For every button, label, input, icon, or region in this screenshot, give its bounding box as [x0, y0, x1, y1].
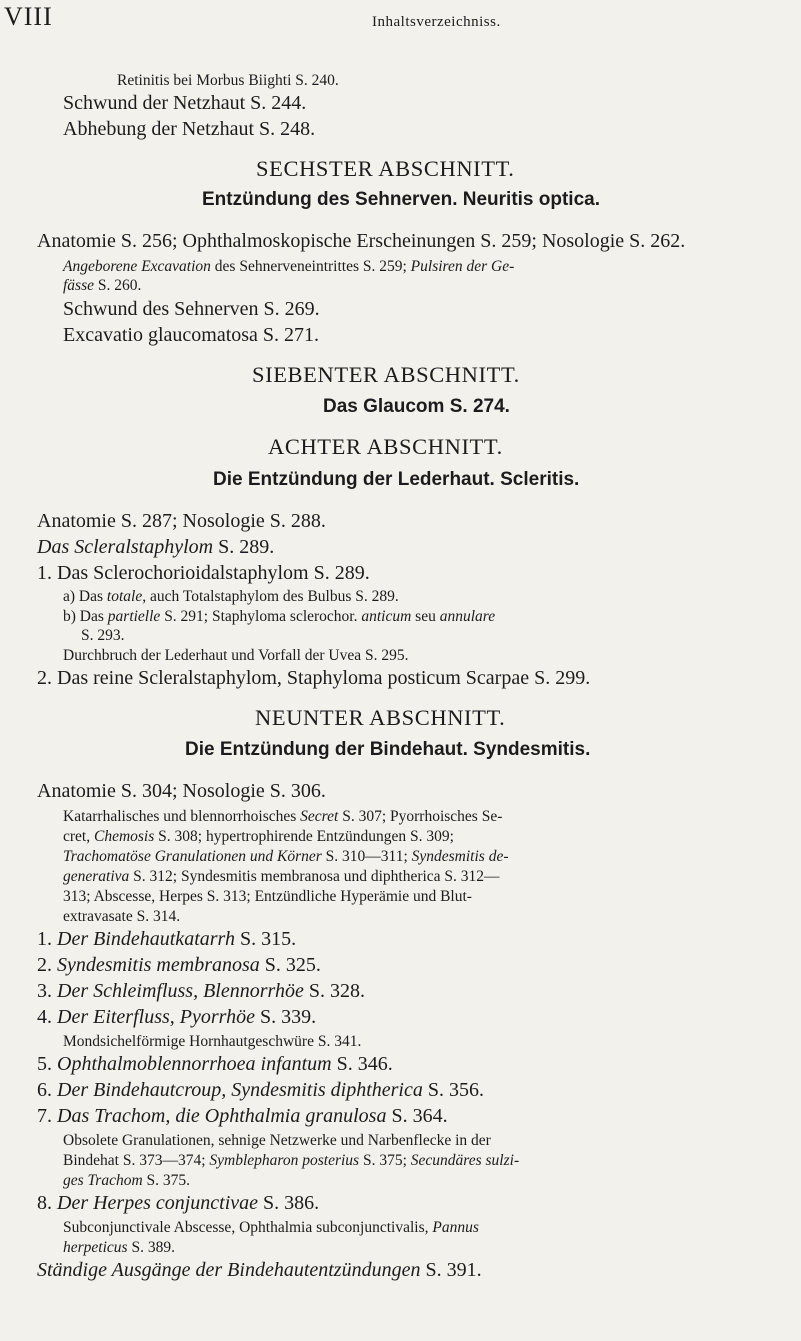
- toc-entry: [63, 277, 141, 295]
- toc-text: Pulsiren der Ge-: [410, 258, 515, 275]
- toc-text: Mondsichelförmige Hornhautgeschwüre S. 341.: [63, 1033, 362, 1050]
- toc-text: Anatomie S. 287; Nosologie S. 288.: [37, 510, 326, 532]
- toc-text: 1.: [37, 928, 57, 950]
- toc-entry: [63, 608, 495, 626]
- toc-entry: [63, 258, 514, 276]
- toc-text: SECHSTER ABSCHNITT.: [256, 156, 515, 181]
- toc-text: 4.: [37, 1006, 57, 1028]
- toc-text: cret,: [63, 828, 94, 845]
- toc-entry: [37, 1079, 484, 1102]
- toc-text: NEUNTER ABSCHNITT.: [255, 705, 506, 730]
- toc-entry: [63, 1239, 175, 1257]
- toc-entry: [63, 298, 320, 321]
- toc-text: Durchbruch der Lederhaut und Vorfall der Uvea S. 295.: [63, 647, 409, 664]
- toc-text: Excavatio glaucomatosa S. 271.: [63, 324, 320, 346]
- toc-entry: [37, 928, 296, 951]
- toc-entry: [63, 1033, 361, 1051]
- toc-entry: [37, 230, 685, 253]
- toc-entry: [81, 627, 125, 645]
- toc-text: 3.: [37, 980, 57, 1002]
- toc-text: S. 346.: [331, 1053, 393, 1075]
- toc-text: Chemosis: [93, 828, 155, 845]
- toc-text: Schwund des Sehnerven S. 269.: [63, 298, 320, 320]
- section-title: [185, 739, 590, 761]
- toc-text: S. 260.: [94, 277, 142, 294]
- toc-entry: [37, 1053, 393, 1076]
- toc-text: seu: [411, 608, 440, 625]
- toc-text: Das Scleralstaphylom: [37, 536, 214, 558]
- toc-text: Ständige Ausgänge der Bindehautentzündungen: [37, 1259, 421, 1281]
- toc-entry: [63, 868, 500, 886]
- toc-text: S. 293.: [81, 627, 125, 644]
- toc-text: S. 364.: [386, 1105, 448, 1127]
- toc-text: Symblepharon posterius: [209, 1152, 360, 1169]
- toc-text: S. 315.: [234, 928, 297, 950]
- toc-entry: [37, 1105, 448, 1128]
- toc-entry: [37, 780, 326, 803]
- toc-entry: [63, 1132, 491, 1150]
- toc-text: SIEBENTER ABSCHNITT.: [252, 362, 520, 387]
- toc-text: annulare: [439, 608, 496, 625]
- toc-text: extravasate S. 314.: [63, 908, 181, 925]
- toc-text: Pannus: [432, 1219, 479, 1236]
- toc-text: fässe: [63, 277, 94, 294]
- toc-text: S. 289.: [213, 536, 275, 558]
- toc-text: Das Glaucom S. 274.: [323, 396, 510, 417]
- toc-entry: [37, 954, 321, 977]
- toc-entry: [37, 1259, 482, 1282]
- toc-text: S. 307; Pyorrhoisches Se-: [338, 808, 503, 825]
- toc-text: S. 375;: [359, 1152, 411, 1169]
- toc-entry: [37, 667, 590, 690]
- toc-text: Der Eiterfluss, Pyorrhöe: [57, 1006, 255, 1028]
- toc-entry: [37, 562, 370, 585]
- section-title: [202, 189, 600, 211]
- toc-text: 5.: [37, 1053, 57, 1075]
- toc-text: S. 310—311;: [321, 848, 412, 865]
- toc-entry: [63, 808, 502, 826]
- toc-text: Syndesmitis de-: [411, 848, 509, 865]
- toc-text: Der Herpes conjunctivae: [57, 1192, 259, 1214]
- toc-text: Katarrhalisches und blennorrhoisches: [63, 808, 301, 825]
- running-head: Inhaltsverzeichniss.: [372, 14, 501, 30]
- toc-text: S. 325.: [259, 954, 321, 976]
- toc-text: S. 291; Staphyloma sclerochor.: [160, 608, 362, 625]
- toc-text: S. 339.: [254, 1006, 317, 1028]
- section-heading: [268, 434, 503, 460]
- toc-text: Angeborene Excavation: [63, 258, 211, 275]
- toc-text: S. 386.: [258, 1192, 320, 1214]
- toc-text: 8.: [37, 1192, 57, 1214]
- toc-entry: [63, 324, 319, 347]
- toc-text: Secret: [300, 808, 339, 825]
- toc-text: Ophthalmoblennorrhoea infantum: [57, 1053, 332, 1075]
- toc-entry: [63, 1172, 190, 1190]
- toc-text: Anatomie S. 256; Ophthalmoskopische Erscheinungen S. 259; Nosologie S. 262.: [37, 230, 686, 252]
- toc-text: Die Entzündung der Lederhaut. Scleritis.: [213, 469, 580, 490]
- toc-text: Syndesmitis membranosa: [57, 954, 260, 976]
- toc-entry: [63, 647, 409, 665]
- toc-entry: [37, 1006, 316, 1029]
- section-heading: [252, 362, 520, 388]
- toc-text: 1. Das Sclerochorioidalstaphylom S. 289.: [37, 562, 370, 584]
- page-number: VIII: [4, 2, 53, 31]
- toc-text: 2. Das reine Scleralstaphylom, Staphyloma posticum Scarpae S. 299.: [37, 667, 591, 689]
- section-title: [213, 469, 579, 491]
- toc-text: a) Das: [63, 588, 107, 605]
- toc-text: 7.: [37, 1105, 57, 1127]
- toc-entry: [37, 1192, 319, 1215]
- toc-text: 6.: [37, 1079, 57, 1101]
- toc-text: Der Bindehautcroup, Syndesmitis diphtherica: [57, 1079, 423, 1101]
- toc-entry: [117, 72, 339, 90]
- page-header: [4, 2, 794, 42]
- toc-entry: [63, 848, 509, 866]
- toc-text: Abhebung der Netzhaut S. 248.: [63, 118, 316, 140]
- toc-text: Anatomie S. 304; Nosologie S. 306.: [37, 780, 326, 802]
- toc-text: Schwund der Netzhaut S. 244.: [63, 92, 307, 114]
- toc-text: S. 391.: [420, 1259, 482, 1281]
- toc-text: S. 389.: [127, 1239, 175, 1256]
- toc-text: S. 308; hypertrophirende Entzündungen S. 309;: [154, 828, 454, 845]
- toc-text: Der Schleimfluss, Blennorrhöe: [57, 980, 304, 1002]
- section-heading: [256, 156, 515, 182]
- toc-text: Retinitis bei Morbus Biighti S. 240.: [117, 72, 339, 89]
- toc-entry: [63, 118, 315, 141]
- toc-entry: [63, 1152, 519, 1170]
- toc-entry: [63, 888, 472, 906]
- toc-entry: [37, 536, 274, 559]
- toc-entry: [63, 908, 180, 926]
- toc-text: herpeticus: [63, 1239, 128, 1256]
- toc-text: Secundäres sulzi-: [410, 1152, 520, 1169]
- toc-text: Entzündung des Sehnerven. Neuritis optica.: [202, 189, 600, 210]
- toc-text: ACHTER ABSCHNITT.: [268, 434, 503, 459]
- toc-text: S. 328.: [303, 980, 365, 1002]
- toc-text: Trachomatöse Granulationen und Körner: [63, 848, 322, 865]
- toc-text: Das Trachom, die Ophthalmia granulosa: [57, 1105, 387, 1127]
- section-heading: [255, 705, 505, 731]
- toc-text: Obsolete Granulationen, sehnige Netzwerke und Narbenflecke in der: [63, 1132, 491, 1149]
- toc-entry: [37, 980, 365, 1003]
- toc-entry: [63, 92, 306, 115]
- toc-text: S. 375.: [142, 1172, 191, 1189]
- toc-entry: [63, 828, 454, 846]
- toc-entry: [63, 588, 399, 606]
- toc-text: 2.: [37, 954, 57, 976]
- toc-text: anticum: [361, 608, 412, 625]
- toc-text: Der Bindehautkatarrh: [57, 928, 235, 950]
- toc-text: S. 312; Syndesmitis membranosa und diphtherica S. 312—: [129, 868, 500, 885]
- toc-entry: [63, 1219, 479, 1237]
- toc-text: des Sehnerveneintrittes S. 259;: [210, 258, 411, 275]
- toc-text: 313; Abscesse, Herpes S. 313; Entzündliche Hyperämie und Blut-: [63, 888, 472, 905]
- toc-text: , auch Totalstaphylom des Bulbus S. 289.: [142, 588, 399, 605]
- toc-text: generativa: [63, 868, 130, 885]
- toc-text: b) Das: [63, 608, 108, 625]
- section-title: [323, 396, 510, 418]
- toc-text: Bindehat S. 373—374;: [63, 1152, 210, 1169]
- toc-text: Die Entzündung der Bindehaut. Syndesmitis.: [185, 739, 591, 760]
- toc-entry: [37, 510, 326, 533]
- toc-text: Subconjunctivale Abscesse, Ophthalmia subconjunctivalis,: [63, 1219, 433, 1236]
- toc-text: S. 356.: [422, 1079, 484, 1101]
- toc-text: totale: [106, 588, 143, 605]
- toc-text: partielle: [107, 608, 161, 625]
- toc-text: ges Trachom: [63, 1172, 143, 1189]
